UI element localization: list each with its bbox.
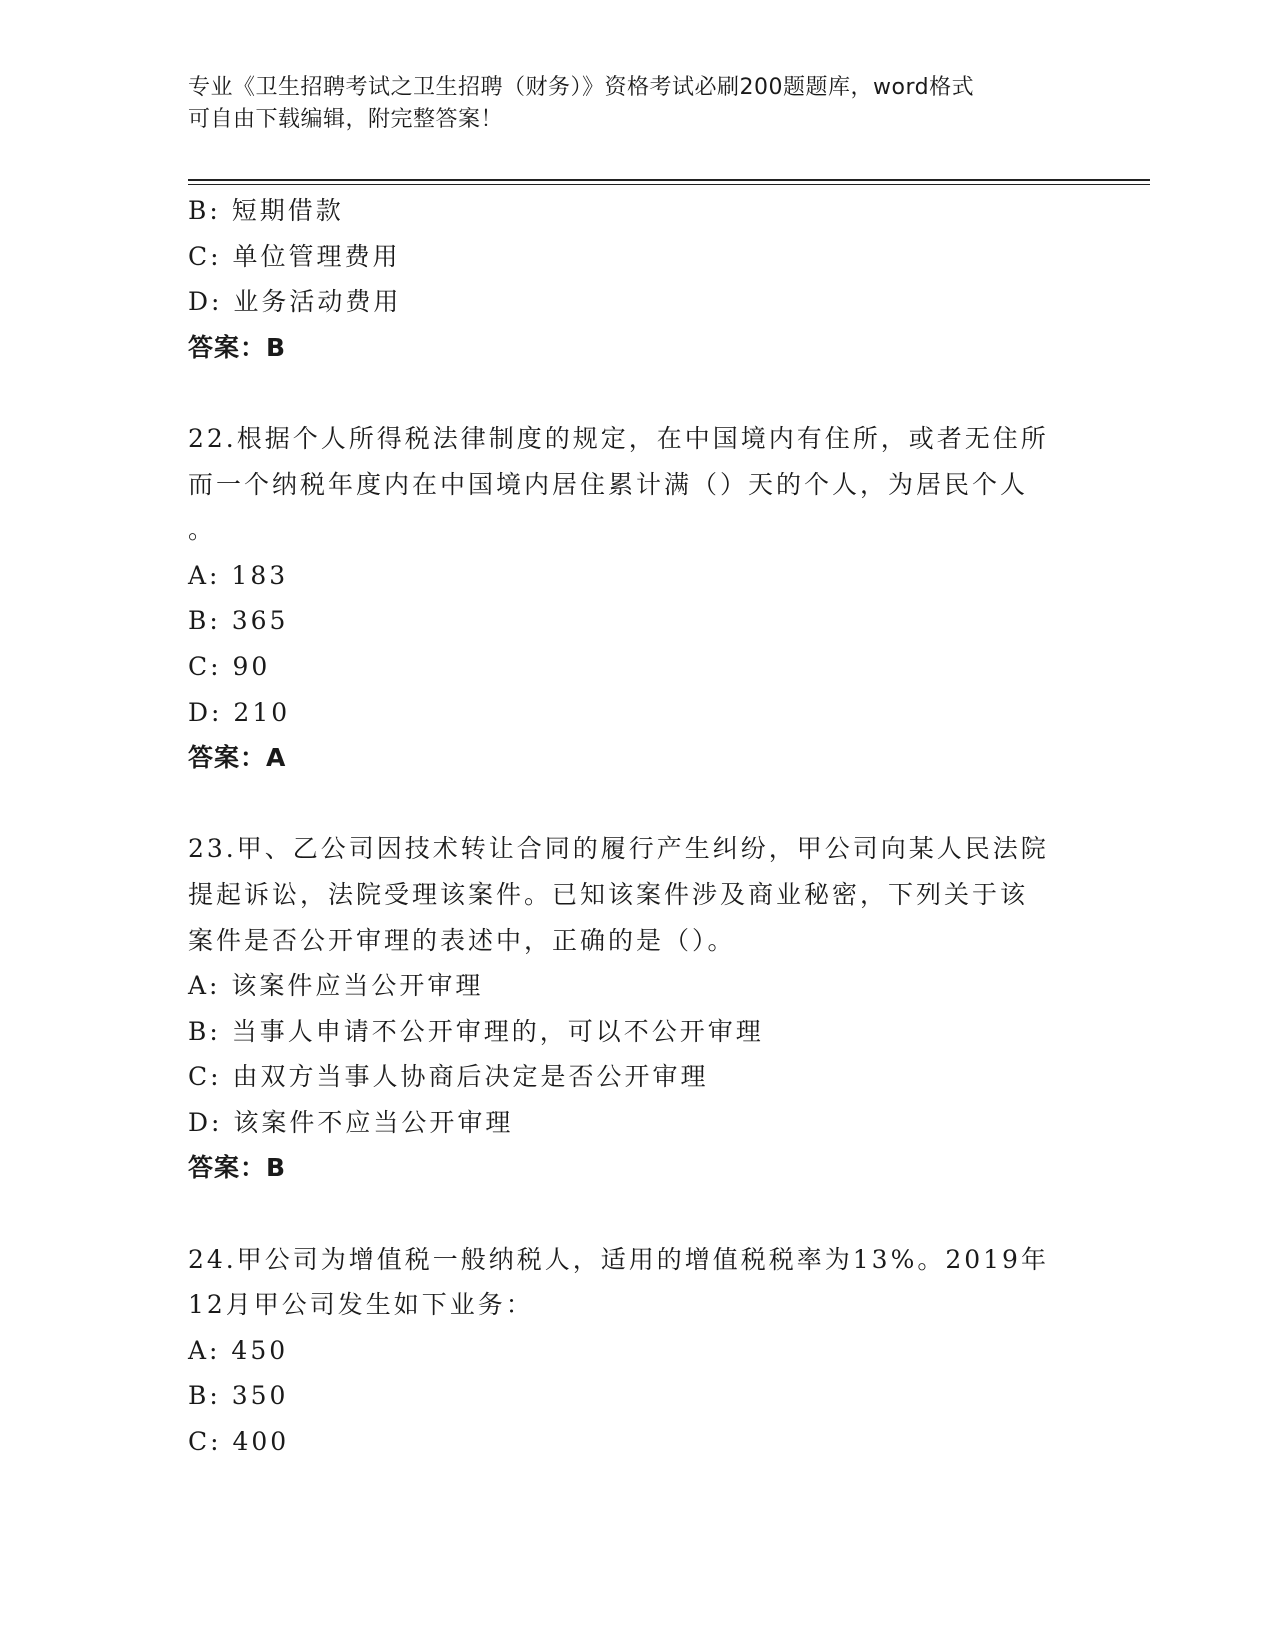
q23-stem-line-1: 23.甲、乙公司因技术转让合同的履行产生纠纷，甲公司向某人民法院 (188, 834, 1049, 864)
q21-option-c: C: 单位管理费用 (188, 241, 401, 271)
q22-stem-line-3: 。 (188, 515, 217, 545)
q24-stem-line-2: 12月甲公司发生如下业务： (188, 1290, 534, 1320)
q21-option-b: B: 短期借款 (188, 196, 344, 225)
q23-option-c: C: 由双方当事人协商后决定是否公开审理 (188, 1062, 709, 1092)
q22-answer: 答案：A (188, 743, 287, 773)
document-header (188, 72, 1068, 136)
question-23 (188, 826, 1088, 1191)
q24-option-c: C: 400 (188, 1427, 290, 1457)
q23-stem-line-3: 案件是否公开审理的表述中，正确的是（）。 (188, 925, 736, 955)
header-line-1: 专业《卫生招聘考试之卫生招聘（财务）》资格考试必刷200题题库，word格式 (188, 75, 975, 100)
q22-stem-line-1: 22.根据个人所得税法律制度的规定，在中国境内有住所，或者无住所 (188, 423, 1049, 453)
q24-stem-line-1: 24.甲公司为增值税一般纳税人，适用的增值税税率为13%。2019年 (188, 1244, 1049, 1274)
question-24 (188, 1237, 1088, 1465)
q22-stem-line-2: 而一个纳税年度内在中国境内居住累计满（）天的个人，为居民个人 (188, 469, 1029, 499)
q24-option-b: B: 350 (188, 1381, 289, 1411)
spacer (188, 781, 1088, 827)
header-divider-thin (188, 184, 1150, 185)
q23-option-b: B: 当事人申请不公开审理的，可以不公开审理 (188, 1016, 764, 1046)
q21-option-d: D: 业务活动费用 (188, 287, 402, 317)
header-divider-thick (188, 179, 1150, 181)
q22-option-c: C: 90 (188, 651, 271, 681)
q24-option-a: A: 450 (188, 1335, 289, 1365)
q23-answer: 答案：B (188, 1153, 287, 1183)
q23-stem-line-2: 提起诉讼，法院受理该案件。已知该案件涉及商业秘密，下列关于该 (188, 879, 1029, 909)
q22-option-a: A: 183 (188, 560, 289, 590)
q21-answer: 答案：B (188, 332, 287, 362)
q23-option-d: D: 该案件不应当公开审理 (188, 1107, 514, 1137)
question-21 (188, 188, 1088, 370)
q23-option-a: A: 该案件应当公开审理 (188, 971, 484, 1001)
question-22 (188, 416, 1088, 781)
spacer (188, 370, 1088, 416)
spacer (188, 1191, 1088, 1237)
q22-option-d: D: 210 (188, 697, 291, 727)
question-content (188, 188, 1088, 1465)
header-line-2: 可自由下载编辑，附完整答案！ (188, 107, 504, 132)
q22-option-b: B: 365 (188, 606, 289, 636)
